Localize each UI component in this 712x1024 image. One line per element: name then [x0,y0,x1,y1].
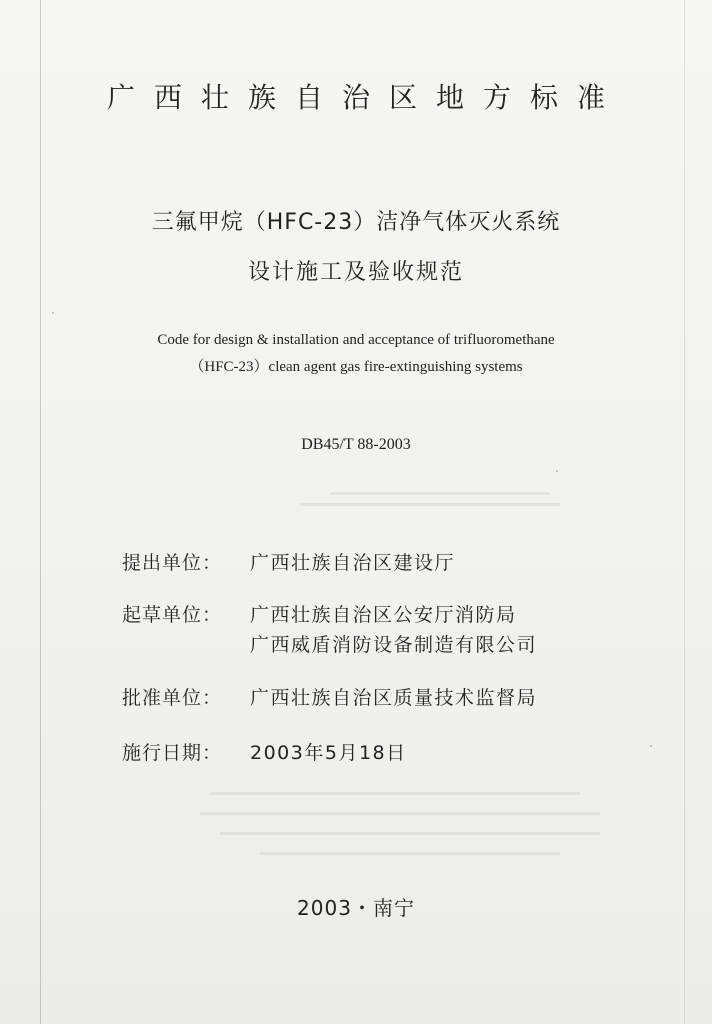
effective-date-row [122,738,407,768]
drafter-value-2: 广西威盾消防设备制造有限公司 [250,634,538,656]
page-right-edge [684,0,685,1024]
standard-number: DB45/T 88-2003 [301,436,411,453]
page-left-edge [40,0,41,1024]
bleed-through-mark [220,832,600,835]
scan-speck [650,745,652,747]
title-en-line1: Code for design & installation and acceptance of trifluoromethane [157,332,555,348]
approver-row [122,683,537,713]
bleed-through-mark [260,852,560,855]
proposer-label: 提出单位： [122,552,223,574]
title-en-line2: （HFC-23）clean agent gas fire-extinguishing systems [189,359,523,375]
drafter-row [122,600,537,660]
drafter-label: 起草单位： [122,604,223,626]
proposer-value: 广西壮族自治区建设厅 [250,552,456,574]
scan-speck [556,470,558,472]
approver-label: 批准单位： [122,687,223,709]
effective-date-value: 2003年5月18日 [250,742,407,764]
bleed-through-mark [300,503,560,506]
document-header: 广西壮族自治区地方标准 [106,81,624,114]
title-cn-line2: 设计施工及验收规范 [247,260,464,285]
scan-speck [52,312,54,314]
bleed-through-mark [210,792,580,795]
footer-year-place: 2003・南宁 [297,896,415,920]
effective-date-label: 施行日期： [122,742,223,764]
bleed-through-mark [200,812,600,815]
title-cn-line1: 三氟甲烷（HFC-23）洁净气体灭火系统 [151,210,561,235]
bleed-through-mark [330,492,550,495]
approver-value: 广西壮族自治区质量技术监督局 [250,687,538,709]
drafter-value-1: 广西壮族自治区公安厅消防局 [250,604,517,626]
proposer-row [122,548,455,578]
